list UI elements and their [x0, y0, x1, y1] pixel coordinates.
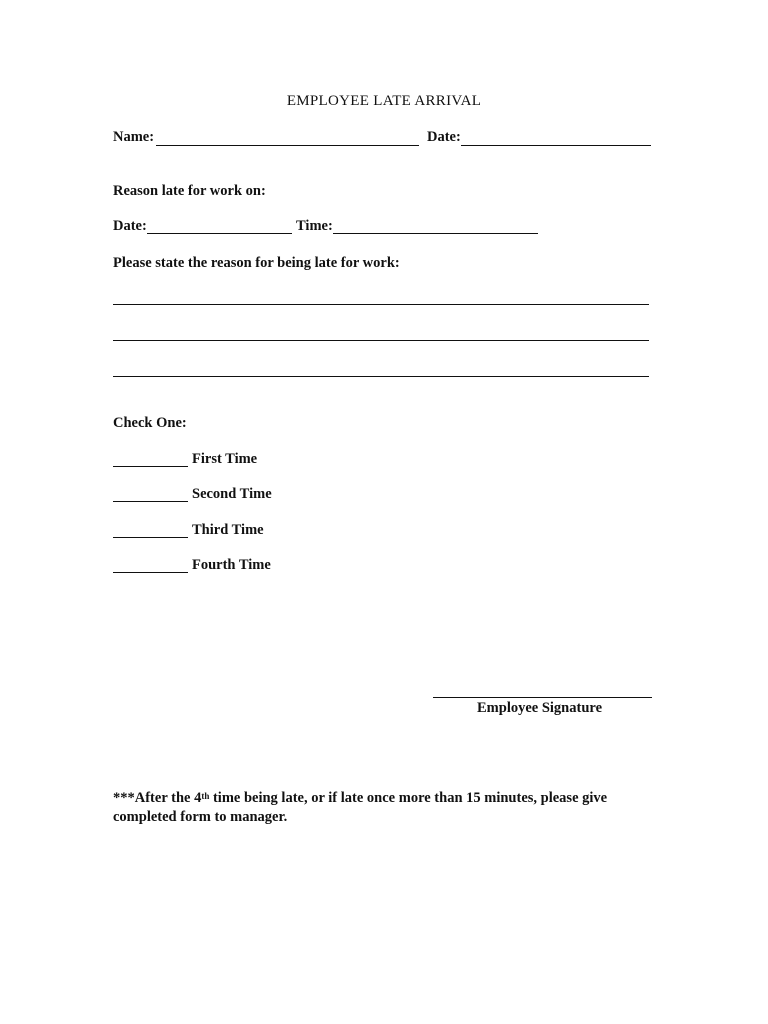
option-label: Third Time [192, 522, 264, 538]
form-title: EMPLOYEE LATE ARRIVAL [286, 93, 482, 109]
option-label: Fourth Time [192, 557, 271, 573]
reason-heading: Reason late for work on: [113, 183, 266, 199]
note-superscript: th [201, 791, 210, 801]
footer-note [113, 789, 673, 827]
signature-label: Employee Signature [477, 700, 602, 716]
note-suffix: time being late, or if late once more than 15 minutes, please give completed form to manager. [113, 790, 608, 825]
option-label: First Time [192, 451, 258, 467]
late-time-field[interactable] [333, 233, 538, 234]
option-check-blank[interactable] [113, 466, 188, 467]
date-field[interactable] [461, 145, 651, 146]
name-field[interactable] [156, 145, 419, 146]
option-check-blank[interactable] [113, 501, 188, 502]
reason-prompt: Please state the reason for being late for work: [113, 255, 400, 271]
option-check-blank[interactable] [113, 537, 188, 538]
late-time-label: Time: [296, 218, 333, 234]
late-date-label: Date: [113, 218, 147, 234]
check-one-label: Check One: [113, 415, 187, 431]
option-check-blank[interactable] [113, 572, 188, 573]
name-label: Name: [113, 129, 155, 145]
signature-line[interactable] [433, 697, 652, 698]
option-label: Second Time [192, 486, 272, 502]
late-date-field[interactable] [147, 233, 292, 234]
reason-line-2[interactable] [113, 340, 649, 341]
reason-line-1[interactable] [113, 304, 649, 305]
note-prefix: ***After the 4 [113, 790, 202, 806]
date-label: Date: [427, 129, 461, 145]
reason-line-3[interactable] [113, 376, 649, 377]
